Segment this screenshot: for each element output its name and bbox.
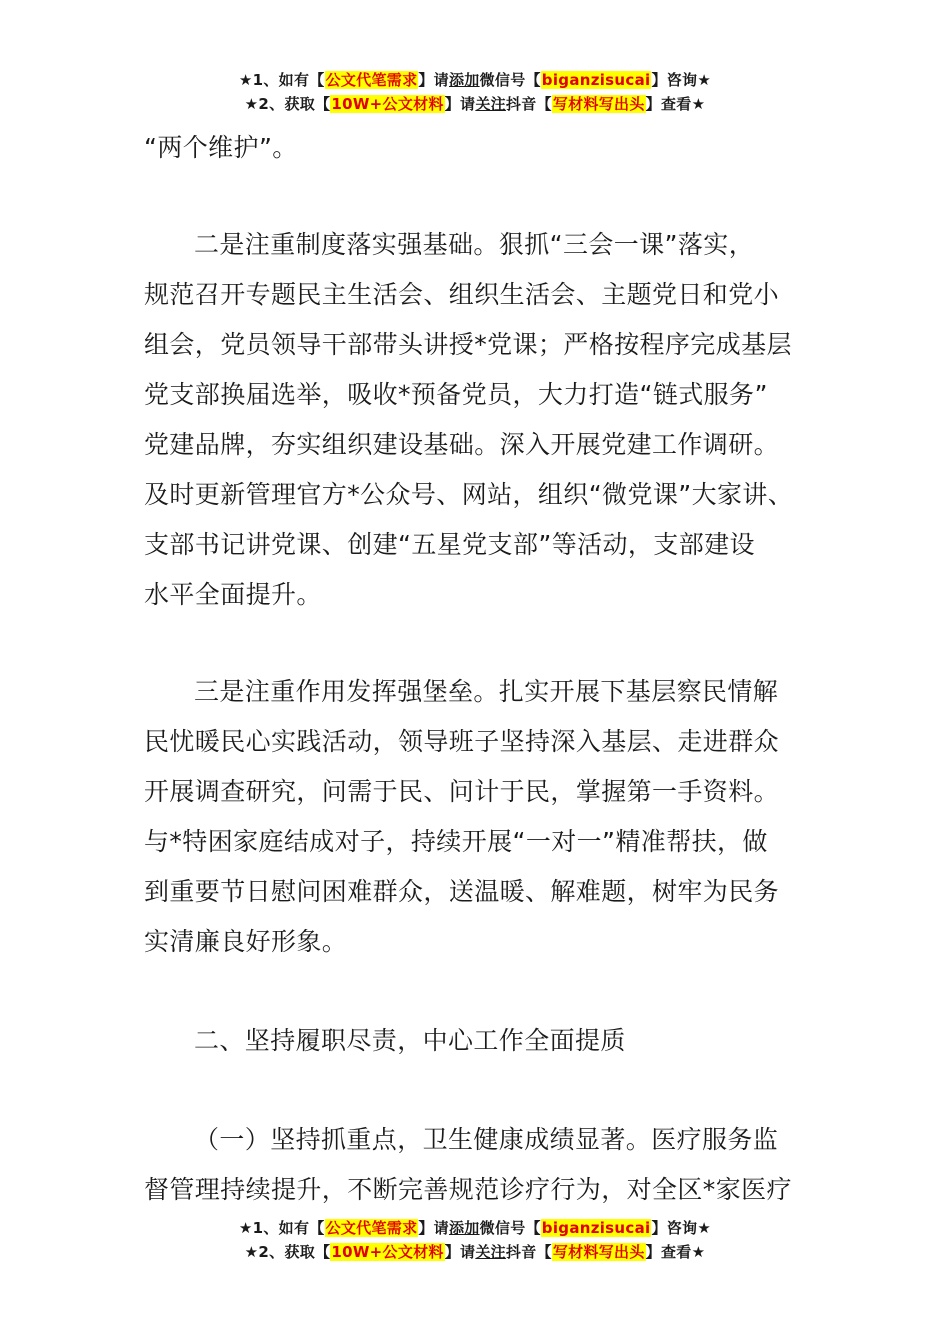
notice-text: 】咨询★ (651, 71, 712, 89)
header-notice (0, 68, 950, 116)
notice-text: 微信号【 (479, 1219, 541, 1237)
notice-highlight: 写材料写出头 (552, 95, 645, 113)
notice-text: 抖音【 (505, 1243, 552, 1261)
text-line: 组会，党员领导干部带头讲授*党课；严格按程序完成基层 (144, 330, 792, 359)
paragraph-health-work (144, 1115, 816, 1215)
notice-line-2 (0, 92, 950, 116)
text-line: 水平全面提升。 (144, 580, 322, 609)
text-line: 督管理持续提升，不断完善规范诊疗行为，对全区*家医疗 (144, 1175, 792, 1204)
paragraph-system-implementation (144, 220, 816, 620)
section-heading (144, 1016, 816, 1066)
notice-text: 】查看★ (645, 1243, 706, 1261)
paragraph-continuation (144, 123, 816, 173)
notice-highlight: 写材料写出头 (552, 1243, 645, 1261)
footer-notice (0, 1216, 950, 1264)
notice-text: ★1、如有【 (238, 71, 325, 89)
text-line: 支部书记讲党课、创建“五星党支部”等活动，支部建设 (144, 530, 755, 559)
text-line: 及时更新管理官方*公众号、网站，组织“微党课”大家讲、 (144, 480, 794, 509)
notice-text: 】请 (444, 95, 476, 113)
text-line: 与*特困家庭结成对子，持续开展“一对一”精准帮扶，做 (144, 827, 768, 856)
notice-text: ★1、如有【 (238, 1219, 325, 1237)
notice-highlight: biganzisucai (541, 1219, 651, 1237)
notice-line-1 (0, 1216, 950, 1240)
text-line: 到重要节日慰问困难群众，送温暖、解难题，树牢为民务 (144, 877, 780, 906)
notice-underline-text: 添加 (448, 71, 480, 89)
paragraph-role-bastion (144, 667, 816, 967)
notice-text: 】咨询★ (651, 1219, 712, 1237)
notice-text: 】请 (418, 1219, 449, 1237)
notice-underline-text: 关注 (475, 95, 506, 113)
notice-underline-text: 关注 (475, 1243, 506, 1261)
notice-highlight: 10W+公文材料 (331, 95, 444, 113)
text-line: 二是注重制度落实强基础。狠抓“三会一课”落实， (194, 230, 755, 259)
text-line: 三是注重作用发挥强堡垒。扎实开展下基层察民情解 (194, 677, 779, 706)
notice-highlight: 公文代笔需求 (325, 71, 418, 89)
text-line: 规范召开专题民主生活会、组织生活会、主题党日和党小 (144, 280, 780, 309)
notice-text: ★2、获取【 (244, 1243, 331, 1261)
text-line: “两个维护”。 (144, 133, 298, 162)
notice-line-1 (0, 68, 950, 92)
text-line: 民忧暖民心实践活动，领导班子坚持深入基层、走进群众 (144, 727, 780, 756)
notice-underline-text: 添加 (448, 1219, 480, 1237)
notice-text: 抖音【 (505, 95, 552, 113)
text-line: （一）坚持抓重点，卫生健康成绩显著。医疗服务监 (194, 1125, 779, 1154)
text-line: 党建品牌，夯实组织建设基础。深入开展党建工作调研。 (144, 430, 780, 459)
notice-line-2 (0, 1240, 950, 1264)
heading-text: 二、坚持履职尽责，中心工作全面提质 (194, 1026, 626, 1055)
notice-text: ★2、获取【 (244, 95, 331, 113)
text-line: 党支部换届选举，吸收*预备党员，大力打造“链式服务” (144, 380, 768, 409)
text-line: 实清廉良好形象。 (144, 927, 348, 956)
notice-text: 】查看★ (645, 95, 706, 113)
notice-text: 】请 (418, 71, 449, 89)
notice-text: 】请 (444, 1243, 476, 1261)
notice-highlight: 公文代笔需求 (325, 1219, 418, 1237)
notice-text: 微信号【 (479, 71, 541, 89)
notice-highlight: biganzisucai (541, 71, 651, 89)
text-line: 开展调查研究，问需于民、问计于民，掌握第一手资料。 (144, 777, 780, 806)
notice-highlight: 10W+公文材料 (331, 1243, 444, 1261)
